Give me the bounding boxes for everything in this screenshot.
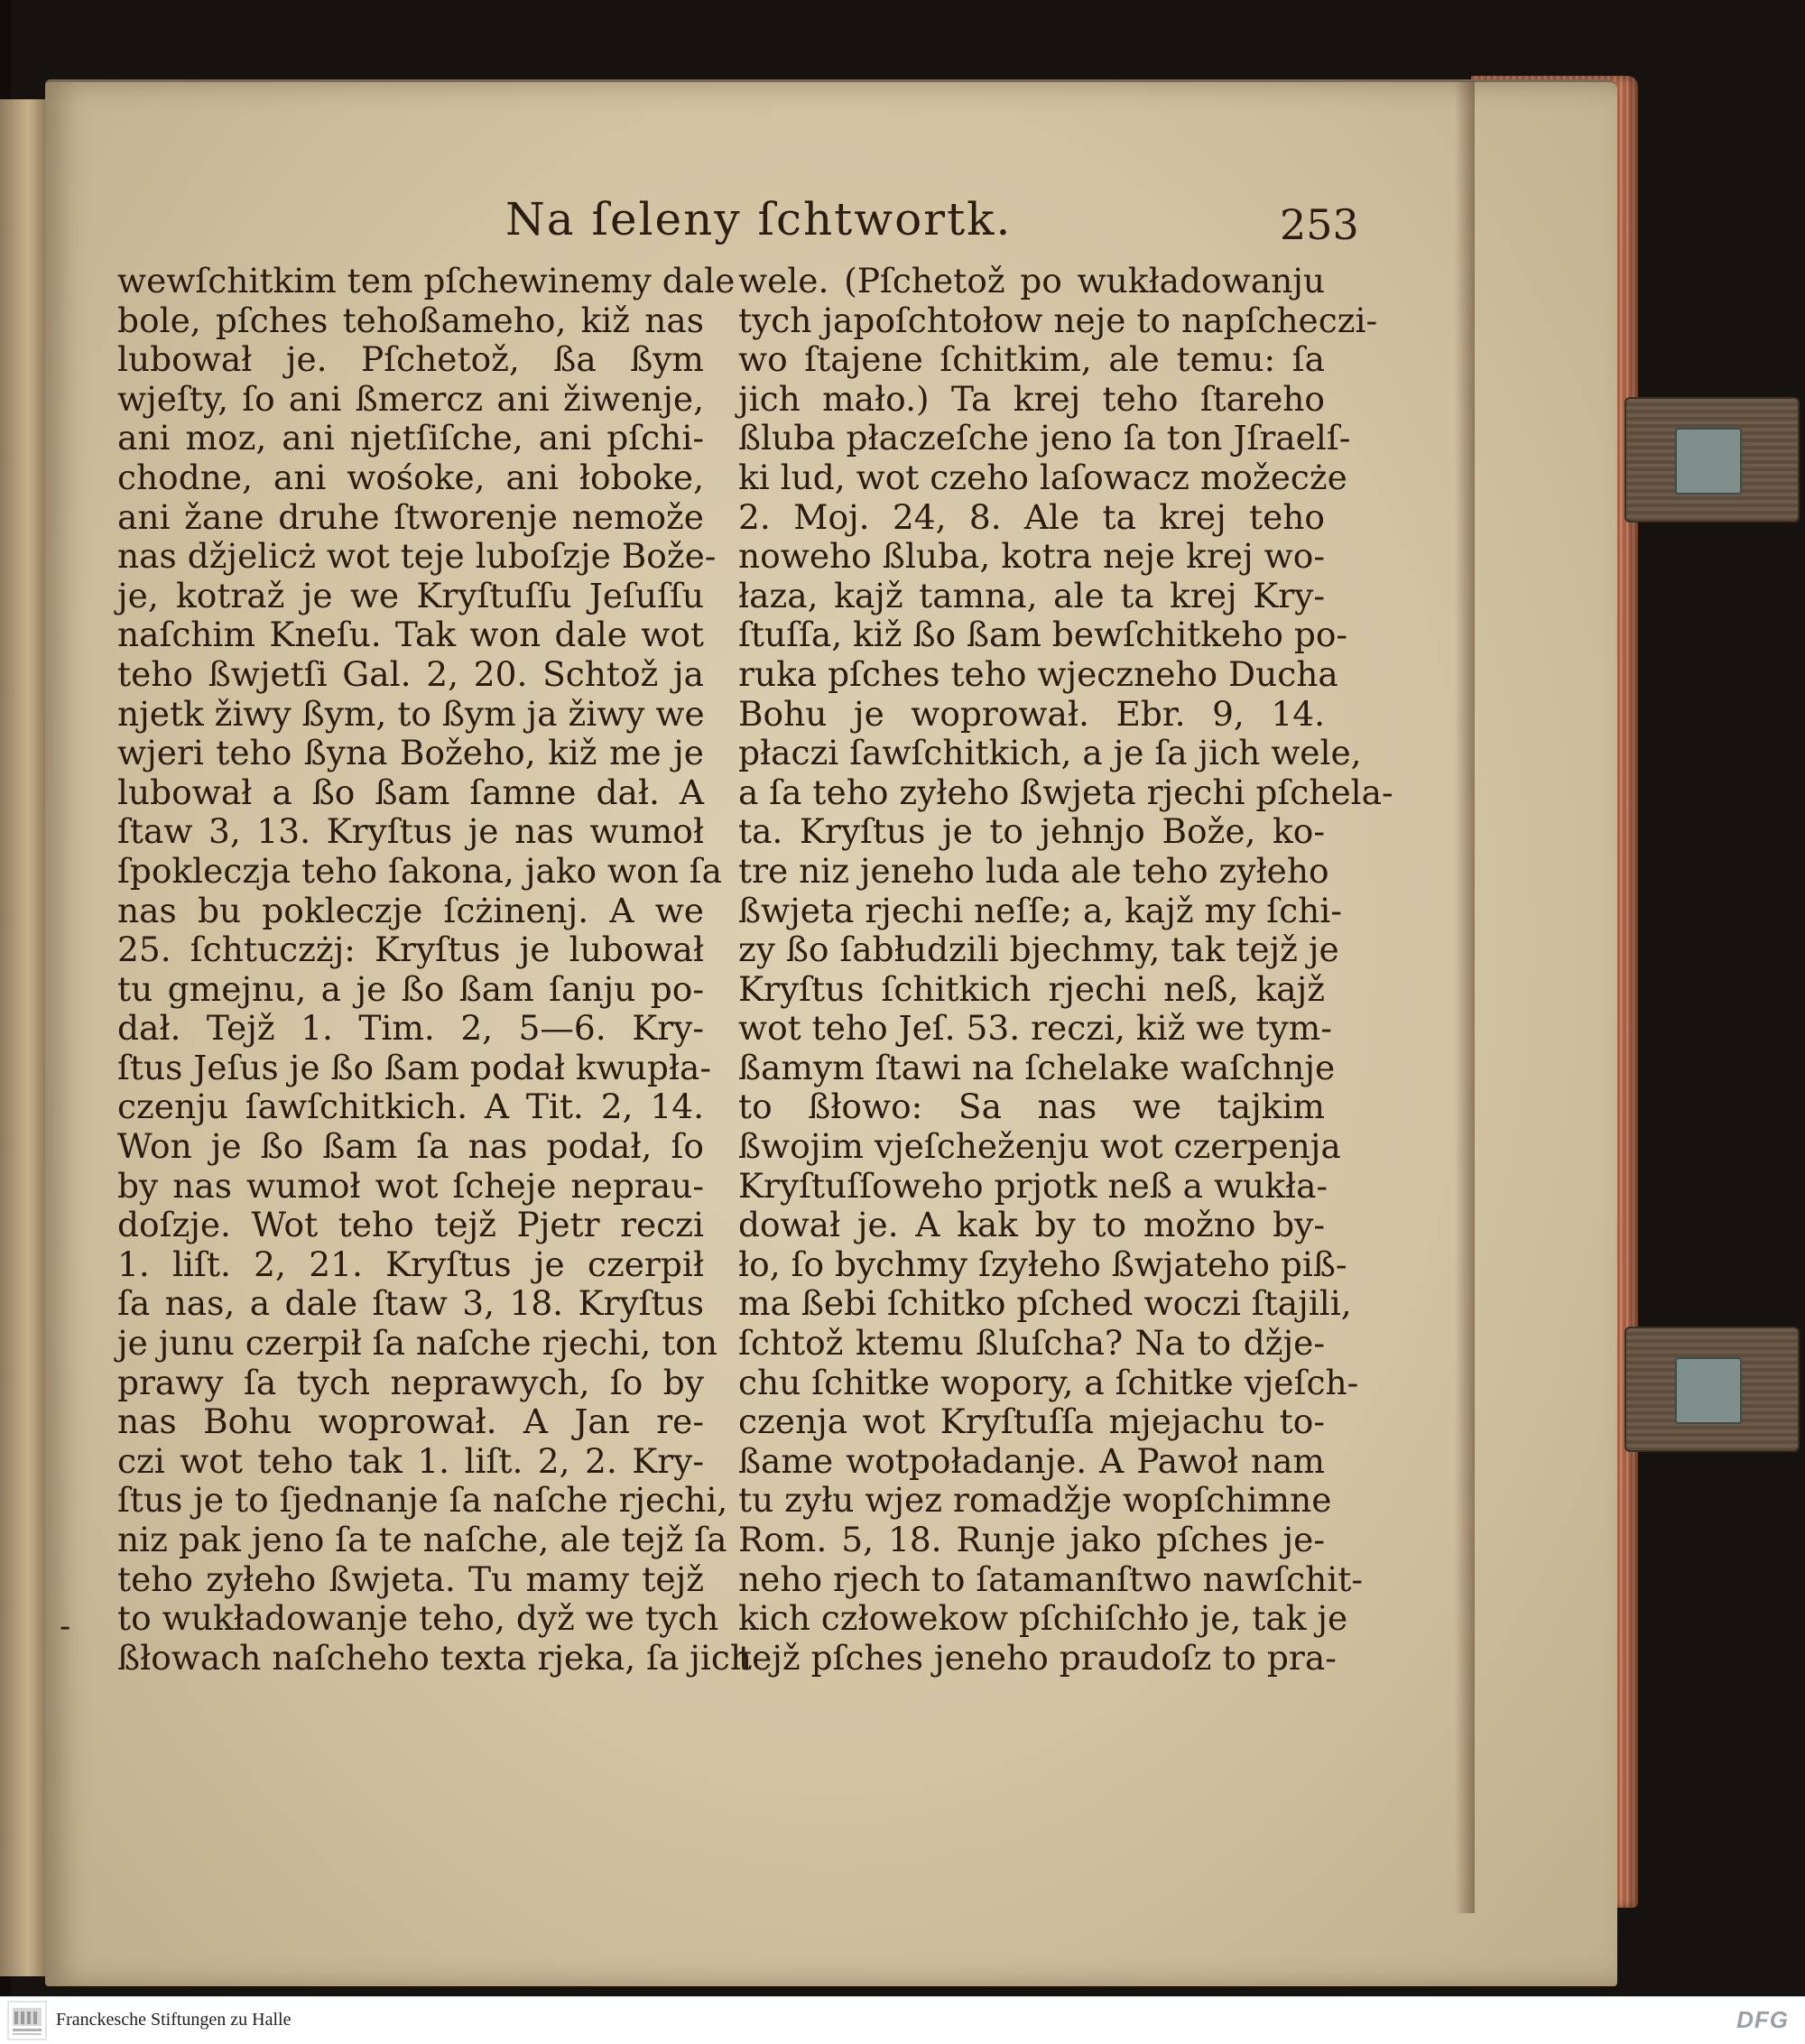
text-line: niz pak jeno ſa te naſche, ale tejž ſa — [117, 1520, 727, 1559]
text-line: wjeri teho ßyna Božeho, kiž me je — [117, 733, 704, 773]
text-line: teho ßwjetſi Gal. 2, 20. Schtož ja — [117, 653, 704, 694]
text-line: wot teho Jeſ. 53. reczi, kiž we tym- — [738, 1008, 1332, 1049]
text-line: Kryſtuſſoweho prjotk neß a wukła- — [738, 1165, 1328, 1206]
dfg-logo[interactable]: DFG — [1736, 2006, 1789, 2033]
text-line: ſchtož ktemu ßluſcha? Na to džje- — [738, 1323, 1325, 1364]
text-line: ſtus je to ſjednanje ſa naſche rjechi, — [117, 1480, 728, 1521]
text-line: tejž pſches jeneho praudoſz to pra- — [738, 1637, 1337, 1678]
text-line: płaczi ſawſchitkich, a je ſa jich wele, — [738, 733, 1362, 773]
book-clasp-top — [1624, 397, 1800, 523]
text-line: 1. liſt. 2, 21. Kryſtus je czerpił — [117, 1244, 704, 1284]
text-line: to wukładowanje teho, dyž we tych — [117, 1598, 719, 1639]
text-line: Rom. 5, 18. Runje jako pſches je- — [738, 1520, 1325, 1559]
text-line: ſtaw 3, 13. Kryſtus je nas wumoł — [117, 811, 704, 852]
text-line: teho zyłeho ßwjeta. Tu mamy tejž — [117, 1558, 704, 1599]
text-line: ki lud, wot czeho laſowacz možecże — [738, 457, 1347, 497]
text-column-left — [117, 261, 753, 1678]
text-line: nas Bohu woprował. A Jan re- — [117, 1401, 704, 1442]
text-line: prawy ſa tych neprawych, ſo by — [117, 1362, 704, 1402]
text-line: by nas wumoł wot ſcheje neprau- — [117, 1165, 704, 1206]
text-line: 25. ſchtuczżj: Kryſtus je lubował — [117, 930, 704, 970]
text-line: nas džjelicż wot teje luboſzje Bože- — [117, 536, 717, 577]
text-line: ßwojim vjeſcheženju wot czerpenja — [738, 1126, 1341, 1167]
text-line: noweho ßluba, kotra neje krej wo- — [738, 536, 1325, 577]
text-line: naſchim Kneſu. Tak won dale wot — [117, 615, 704, 655]
text-line: tre niz jeneho luda ale teho zyłeho — [738, 850, 1329, 891]
text-line: 2. Moj. 24, 8. Ale ta krej teho — [738, 496, 1325, 537]
text-line: chu ſchitke wopory, a ſchitke vjeſch- — [738, 1362, 1359, 1402]
text-line: czenja wot Kryſtuſſa mjejachu to- — [738, 1401, 1325, 1442]
text-line: bole, pſches tehoßameho, kiž nas — [117, 300, 704, 340]
text-line: ani moz, ani njetſiſche, ani pſchi- — [117, 418, 704, 458]
text-line: czenju ſawſchitkich. A Tit. 2, 14. — [117, 1087, 704, 1127]
footer-bar — [0, 1996, 1805, 2044]
footer-institution[interactable]: Franckesche Stiftungen zu Halle — [56, 2010, 292, 2030]
text-line: ſtus Jeſus je ßo ßam podał kwupła- — [117, 1047, 712, 1087]
text-line: ruka pſches teho wjeczneho Ducha — [738, 653, 1338, 694]
clasp-plate — [1675, 428, 1742, 495]
text-line: ßame wotpoładanje. A Pawoł nam — [738, 1440, 1325, 1481]
margin-mark: - — [60, 1608, 71, 1645]
text-line: wjeſty, ſo ani ßmercz ani žiwenje, — [117, 378, 704, 419]
book-clasp-bottom — [1624, 1327, 1800, 1452]
text-line: lubował je. Pſchetož, ßa ßym — [117, 339, 704, 380]
text-line: Bohu je woprował. Ebr. 9, 14. — [738, 693, 1325, 734]
text-line: ßluba płaczeſche jeno ſa ton Jſraelſ- — [738, 418, 1351, 458]
text-line: je junu czerpił ſa naſche rjechi, ton — [117, 1323, 718, 1364]
text-line: dał. Tejž 1. Tim. 2, 5—6. Kry- — [117, 1008, 704, 1049]
text-line: ſtuſſa, kiž ßo ßam bewſchitkeho po- — [738, 615, 1348, 655]
text-line: tu zyłu wjez romadžje wopſchimne — [738, 1480, 1332, 1521]
text-column-right — [738, 261, 1393, 1678]
facing-page-edge — [0, 99, 49, 1976]
text-line: doſzje. Wot teho tejž Pjetr reczi — [117, 1205, 704, 1245]
text-line: ło, ſo bychmy ſzyłeho ßwjateho piß- — [738, 1244, 1347, 1284]
text-line: ſpokleczja teho ſakona, jako won ſa — [117, 850, 723, 891]
text-line: to ßłowo: Sa nas we tajkim — [738, 1087, 1325, 1127]
text-line: nas bu pokleczje ſcżinenj. A we — [117, 890, 704, 930]
text-line: tych japoſchtołow neje to napſcheczi- — [738, 300, 1378, 340]
text-line: tu gmejnu, a je ßo ßam ſanju po- — [117, 968, 704, 1009]
text-line: njetk žiwy ßym, to ßym ja žiwy we — [117, 693, 705, 734]
text-line: ma ßebi ſchitko pſched woczi ſtajili, — [738, 1283, 1352, 1324]
text-line: ßłowach naſcheho texta rjeka, ſa jich — [117, 1637, 753, 1678]
text-line: czi wot teho tak 1. liſt. 2, 2. Kry- — [117, 1440, 704, 1481]
franckesche-stiftungen-logo[interactable] — [7, 2001, 47, 2040]
text-line: ßwjeta rjechi neſſe; a, kajž my ſchi- — [738, 890, 1342, 930]
text-line: Kryſtus ſchitkich rjechi neß, kajž — [738, 968, 1325, 1009]
text-line: zy ßo ſabłudzili bjechmy, tak tejž je — [738, 930, 1339, 970]
text-line: ſa nas, a dale ſtaw 3, 18. Kryſtus — [117, 1283, 704, 1324]
page-edge-shadow — [1455, 81, 1475, 1913]
text-line: dował je. A kak by to možno by- — [738, 1205, 1325, 1245]
text-line: Won je ßo ßam ſa nas podał, ſo — [117, 1126, 704, 1167]
text-line: jich mało.) Ta krej teho ſtareho — [738, 378, 1325, 419]
text-line: ani žane druhe ſtworenje nemože — [117, 496, 704, 537]
text-line: ßamym ſtawi na ſchelake waſchnje — [738, 1047, 1336, 1087]
text-line: kich człowekow pſchiſchło je, tak je — [738, 1598, 1348, 1639]
text-line: neho rjech to ſatamanſtwo nawſchit- — [738, 1558, 1364, 1599]
clasp-plate — [1675, 1357, 1742, 1424]
text-line: je, kotraž je we Kryſtuſſu Jeſuſſu — [117, 575, 704, 615]
page-number: 253 — [1280, 200, 1359, 249]
text-line: wewſchitkim tem pſchewinemy dale — [117, 261, 736, 301]
text-line: lubował a ßo ßam ſamne dał. A — [117, 772, 704, 812]
text-line: ta. Kryſtus je to jehnjo Bože, ko- — [738, 811, 1325, 852]
running-head: Na ſeleny ſchtwortk. — [505, 193, 1013, 245]
text-line: wele. (Pſchetož po wukładowanju — [738, 261, 1325, 301]
text-line: wo ſtajene ſchitkim, ale temu: ſa — [738, 339, 1325, 380]
text-line: a ſa teho zyłeho ßwjeta rjechi pſchela- — [738, 772, 1393, 812]
text-line: chodne, ani wośoke, ani łoboke, — [117, 457, 704, 497]
text-line: łaza, kajž tamna, ale ta krej Kry- — [738, 575, 1325, 615]
